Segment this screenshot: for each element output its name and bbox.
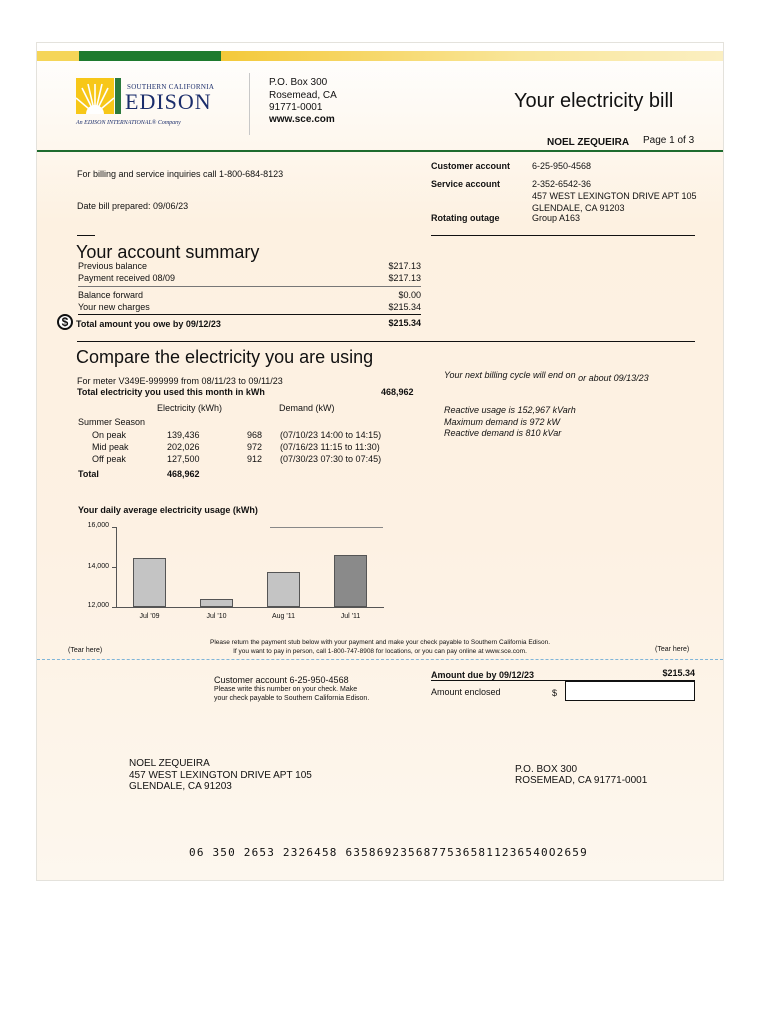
amount-due-value: $215.34 (662, 668, 695, 678)
brand-name-top: SOUTHERN CALIFORNIA (127, 83, 215, 91)
usage-row-label: Mid peak (92, 442, 129, 452)
summary-row-label: Previous balance (78, 261, 148, 271)
usage-row-label: Off peak (92, 454, 126, 464)
tear-line[interactable] (37, 659, 723, 660)
rotating-outage-value: Group A163 (532, 213, 581, 223)
summary-row-value: $215.34 (388, 302, 421, 312)
summary-row-value: $217.13 (388, 273, 421, 283)
summary-row-label: Balance forward (78, 290, 144, 300)
summary-rule (78, 286, 421, 287)
header-stripe-yellow (221, 51, 723, 61)
tear-here-right: (Tear here) (655, 646, 690, 653)
currency-symbol: $ (552, 688, 558, 698)
chart-y-axis (116, 527, 117, 607)
header-rule (37, 150, 723, 152)
info-divider (431, 235, 695, 236)
usage-row-when: (07/10/23 14:00 to 14:15) (280, 430, 382, 440)
col-demand-header: Demand (kW) (279, 403, 335, 413)
return-instructions-line1: Please return the payment stub below with your payment and make your check payable to Southern California Edison. (210, 639, 550, 646)
customer-account-label: Customer account (431, 161, 511, 171)
usage-row-when: (07/16/23 11:15 to 11:30) (280, 442, 380, 452)
header-stripe-green (79, 51, 221, 61)
usage-row-label: On peak (92, 430, 127, 440)
season-label: Summer Season (78, 417, 146, 427)
chart-top-line (270, 527, 383, 528)
chart-bar (267, 572, 300, 607)
amount-due-label: Amount due by 09/12/23 (431, 670, 535, 680)
date-bill-prepared: Date bill prepared: 09/06/23 (77, 201, 189, 211)
col-electricity-header: Electricity (kWh) (157, 403, 222, 413)
total-usage-value: 468,962 (381, 387, 414, 397)
next-cycle-text (444, 370, 649, 383)
section-divider (77, 341, 695, 342)
sun-logo-icon (76, 78, 114, 114)
info-divider-short (77, 235, 95, 236)
page-indicator: Page 1 of 3 (643, 135, 695, 146)
chart-ytick (112, 527, 116, 528)
chart-ytick-label: 16,000 (87, 522, 109, 529)
chart-bar (334, 555, 367, 607)
ocr-scanline: 06 350 2653 2326458 63586923568775365811236540O2659 (189, 846, 588, 859)
tear-here-left: (Tear here) (68, 647, 103, 654)
reactive-demand: Reactive demand is 810 kVar (444, 428, 562, 438)
chart-ytick-label: 12,000 (87, 602, 109, 609)
chart-x-axis (116, 607, 384, 608)
usage-row-kwh: 139,436 (167, 430, 200, 440)
reactive-usage: Reactive usage is 152,967 kVarh (444, 405, 576, 415)
summary-total-rule (78, 314, 421, 315)
customer-name-header: NOEL ZEQUEIRA (547, 137, 630, 148)
billing-inquiries: For billing and service inquiries call 1-800-684-8123 (77, 169, 284, 179)
service-address-line1: 457 WEST LEXINGTON DRIVE APT 105 (532, 191, 697, 201)
service-address-line2: GLENDALE, CA 91203 (532, 203, 625, 213)
chart-xtick-label: Jul '11 (340, 613, 361, 620)
summary-row-value: $217.13 (388, 261, 421, 271)
chart-xtick-label: Aug '11 (271, 613, 295, 620)
dollar-circle-icon: $ (57, 314, 73, 330)
total-usage-label: Total electricity you used this month in kWh (77, 387, 265, 397)
page-title: Your electricity bill (514, 90, 674, 112)
amount-enclosed-field[interactable] (565, 681, 695, 701)
chart-bar (133, 558, 166, 607)
rotating-outage-label: Rotating outage (431, 213, 500, 223)
summary-row-label: Your new charges (78, 302, 150, 312)
chart-ytick (112, 567, 116, 568)
mail-customer-address2: GLENDALE, CA 91203 (129, 781, 232, 792)
website-link[interactable]: www.sce.com (269, 114, 335, 125)
max-demand: Maximum demand is 972 kW (444, 417, 561, 427)
sce-address-line1: P.O. Box 300 (269, 77, 328, 88)
service-account-value: 2-352-6542-36 (532, 179, 592, 189)
customer-account-value: 6-25-950-4568 (532, 161, 592, 171)
return-instructions-line2: If you want to pay in person, call 1-800-747-8908 for locations, or you can pay online at www.sce.com. (233, 648, 527, 655)
brand-name-main: EDISON (125, 89, 212, 114)
meter-line: For meter V349E-999999 from 08/11/23 to 09/11/23 (77, 376, 283, 386)
header-stripe-yellow-left (37, 51, 79, 61)
summary-total-value: $215.34 (388, 318, 421, 328)
summary-row-value: $0.00 (398, 290, 421, 300)
chart-ytick (112, 607, 116, 608)
next-cycle-part1: Your next billing cycle will end on (444, 370, 576, 380)
service-account-label: Service account (431, 179, 501, 189)
chart-title: Your daily average electricity usage (kWh) (78, 505, 258, 515)
usage-row-kw: 912 (247, 454, 263, 464)
amount-enclosed-label: Amount enclosed (431, 687, 501, 697)
remit-address1: P.O. BOX 300 (515, 764, 578, 775)
usage-row-when: (07/30/23 07:30 to 07:45) (280, 454, 382, 464)
remit-address2: ROSEMEAD, CA 91771-0001 (515, 775, 648, 786)
summary-row-label: Payment received 08/09 (78, 273, 176, 283)
sce-address-line2: Rosemead, CA (269, 90, 337, 101)
stub-customer-account: Customer account 6-25-950-4568 (214, 675, 349, 685)
chart-ytick-label: 14,000 (87, 563, 109, 570)
summary-heading: Your account summary (76, 242, 260, 262)
mail-customer-address1: 457 WEST LEXINGTON DRIVE APT 105 (129, 770, 312, 781)
usage-total-value: 468,962 (167, 469, 200, 479)
mail-customer-name: NOEL ZEQUEIRA (129, 758, 210, 769)
usage-total-label: Total (78, 469, 99, 479)
usage-row-kwh: 202,026 (167, 442, 200, 452)
brand-tagline: An EDISON INTERNATIONAL® Company (76, 120, 181, 126)
summary-total-label: Total amount you owe by 09/12/23 (76, 319, 221, 329)
sce-address-line3: 91771-0001 (269, 102, 323, 113)
stub-note-line1: Please write this number on your check. Make (214, 686, 358, 693)
chart-xtick-label: Jul '09 (139, 613, 160, 620)
bill-page (36, 42, 724, 881)
next-cycle-part2: or about 09/13/23 (578, 373, 649, 383)
usage-row-kw: 972 (247, 442, 263, 452)
chart-bar (200, 599, 233, 607)
stub-note-line2: your check payable to Southern California Edison. (214, 695, 370, 702)
header-divider (249, 73, 250, 135)
usage-row-kwh: 127,500 (167, 454, 200, 464)
chart-xtick-label: Jul '10 (206, 613, 227, 620)
logo-green-bar (115, 78, 121, 114)
usage-row-kw: 968 (247, 430, 263, 440)
usage-heading: Compare the electricity you are using (76, 347, 374, 367)
